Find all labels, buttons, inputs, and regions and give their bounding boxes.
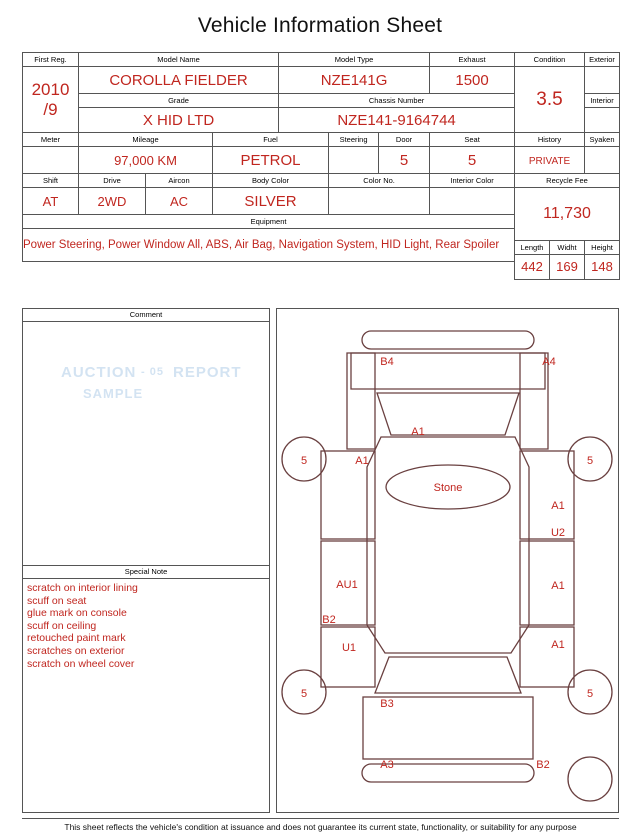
width-label: Widht	[550, 241, 585, 255]
vehicle-diagram-svg	[277, 309, 618, 812]
spec-table	[22, 52, 515, 262]
exterior-value	[585, 67, 620, 94]
first-reg-value-month: /9	[43, 99, 58, 119]
grade-value: X HID LTD	[79, 108, 279, 133]
damage-mark: 5	[300, 455, 308, 467]
watermark-text: - 05	[141, 366, 164, 378]
height-value: 148	[585, 255, 620, 280]
recycle-fee-label: Recycle Fee	[515, 174, 620, 188]
door-value: 5	[379, 147, 430, 174]
damage-mark: A3	[380, 759, 394, 771]
damage-mark: B2	[536, 759, 550, 771]
color-no-label: Color No.	[329, 174, 430, 188]
comment-panel	[22, 308, 270, 813]
condition-label: Condition	[515, 53, 585, 67]
damage-mark: A1	[551, 500, 565, 512]
lower-section	[22, 308, 619, 813]
list-item: retouched paint mark	[27, 632, 126, 645]
recycle-fee-value: 11,730	[515, 188, 620, 241]
header-tables	[22, 52, 619, 280]
page-title: Vehicle Information Sheet	[197, 14, 443, 37]
comment-header: Comment	[23, 309, 269, 322]
steering-label: Steering	[329, 133, 379, 147]
comment-body	[23, 322, 269, 565]
body-color-value: SILVER	[213, 188, 329, 215]
damage-mark: B4	[380, 356, 394, 368]
first-reg-value-year: 2010	[31, 79, 70, 99]
watermark-text: REPORT	[173, 364, 242, 381]
seat-label: Seat	[430, 133, 515, 147]
vehicle-damage-diagram	[276, 308, 619, 813]
exhaust-label: Exhaust	[430, 53, 515, 67]
first-reg-label: First Reg.	[23, 53, 79, 67]
equipment-value: Power Steering, Power Window All, ABS, Air Bag, Navigation System, HID Light, Rear Spoiler	[23, 229, 515, 262]
model-name-label: Model Name	[79, 53, 279, 67]
drive-label: Drive	[79, 174, 146, 188]
history-value: PRIVATE	[515, 147, 585, 174]
damage-mark: U1	[341, 642, 357, 654]
length-value: 442	[515, 255, 550, 280]
list-item: scratch on wheel cover	[27, 657, 135, 670]
damage-mark: A1	[355, 455, 369, 467]
damage-mark: 5	[586, 688, 594, 700]
aircon-value: AC	[146, 188, 213, 215]
damage-mark: A1	[411, 426, 425, 438]
list-item: glue mark on console	[27, 607, 127, 620]
damage-mark: A1	[551, 639, 565, 651]
seat-value: 5	[430, 147, 515, 174]
damage-mark: A4	[542, 356, 556, 368]
syaken-value	[585, 147, 620, 174]
interior-color-label: Interior Color	[430, 174, 515, 188]
mileage-label: Mileage	[79, 133, 213, 147]
left-spec-table	[22, 52, 514, 262]
damage-mark: U2	[550, 527, 566, 539]
length-label: Length	[515, 241, 550, 255]
exterior-label: Exterior	[585, 53, 620, 67]
shift-value: AT	[23, 188, 79, 215]
special-note-header: Special Note	[23, 565, 269, 579]
watermark-text: AUCTION	[61, 364, 137, 381]
door-label: Door	[379, 133, 430, 147]
list-item: scuff on ceiling	[27, 619, 97, 632]
list-item: scuff on seat	[27, 594, 87, 607]
history-label: History	[515, 133, 585, 147]
list-item: scratch on interior lining	[27, 582, 138, 594]
body-color-label: Body Color	[213, 174, 329, 188]
right-spec-table	[514, 52, 619, 280]
damage-mark: A1	[551, 580, 565, 592]
equipment-label: Equipment	[23, 215, 515, 229]
chassis-value: NZE141-9164744	[279, 108, 515, 133]
damage-mark: 5	[586, 455, 594, 467]
model-type-label: Model Type	[279, 53, 430, 67]
chassis-label: Chassis Number	[279, 94, 515, 108]
condition-value: 3.5	[515, 67, 585, 133]
grade-label: Grade	[79, 94, 279, 108]
mileage-value: 97,000 KM	[79, 147, 213, 174]
interior-label: Interior	[585, 94, 620, 108]
damage-mark: B3	[380, 698, 394, 710]
special-note-list	[23, 579, 269, 670]
height-label: Height	[585, 241, 620, 255]
fuel-label: Fuel	[213, 133, 329, 147]
damage-mark: AU1	[336, 579, 358, 591]
diagram-center-label: Stone	[433, 482, 463, 494]
model-type-value: NZE141G	[279, 67, 430, 94]
exhaust-value: 1500	[430, 67, 515, 94]
shift-label: Shift	[23, 174, 79, 188]
meter-value	[23, 147, 79, 174]
syaken-label: Syaken	[585, 133, 620, 147]
damage-mark: B2	[322, 614, 336, 626]
damage-mark: 5	[300, 688, 308, 700]
drive-value: 2WD	[79, 188, 146, 215]
footer-disclaimer: This sheet reflects the vehicle's condition at issuance and does not guarantee its current state, functionality, or suitability for any purpose	[22, 818, 619, 832]
steering-value	[329, 147, 379, 174]
fuel-value: PETROL	[213, 147, 329, 174]
list-item: scratches on exterior	[27, 644, 125, 657]
color-no-value	[329, 188, 430, 215]
interior-value	[585, 108, 620, 133]
model-name-value: COROLLA FIELDER	[79, 67, 279, 94]
condition-table	[514, 52, 620, 280]
interior-color-value	[430, 188, 515, 215]
meter-label: Meter	[23, 133, 79, 147]
watermark-text: SAMPLE	[83, 386, 144, 401]
width-value: 169	[550, 255, 585, 280]
aircon-label: Aircon	[146, 174, 213, 188]
